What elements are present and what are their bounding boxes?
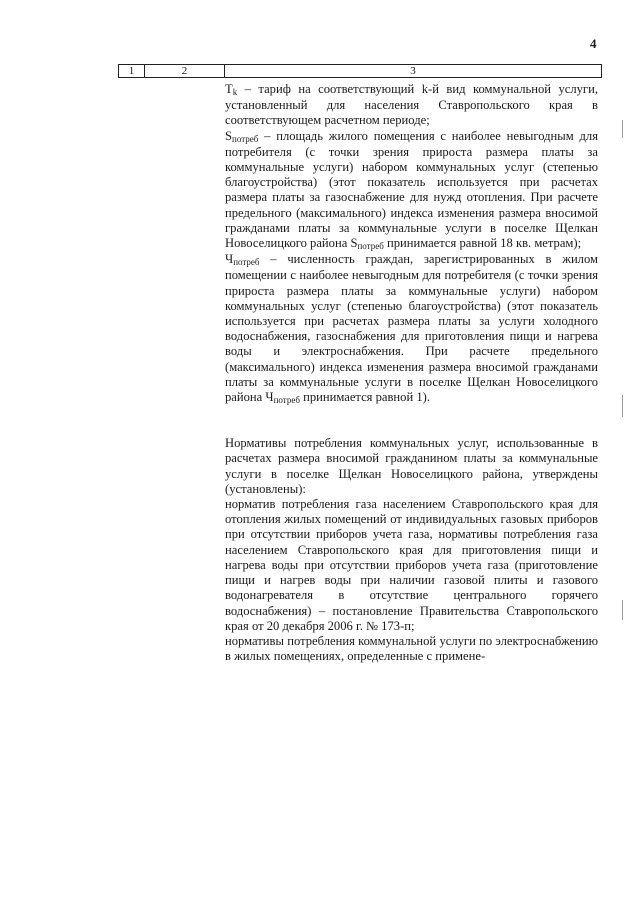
ch-subscript: потреб	[233, 257, 260, 268]
document-body	[225, 82, 598, 664]
ch-text: – численность граждан, зарегистрированных в жилом помещении с наиболее невыгодным для потребителя (с точки зрения прироста размера платы за коммунальные услуги) набором коммунальных услуг (степенью благоустройства) (этот показатель используется при расчетах размера платы за услуги холодного водоснабжения, газоснабжения для приготовления пищи и нагрева воды и электроснабжения. При расчете предельного (максимального) индекса изменения размера вносимой гражданами платы за коммунальные услуги в поселке Щелкан Новоселицкого района	[225, 252, 598, 405]
ch-symbol: Ч	[225, 252, 234, 267]
s-subscript: потреб	[232, 133, 259, 144]
page-number: 4	[590, 36, 597, 51]
tk-subscript: k	[232, 87, 238, 97]
tk-symbol: T	[225, 82, 233, 96]
s-text: – площадь жилого помещения с наиболее невыгодным для потребителя (с точки зрения прироста размера платы за коммунальные услуги) набором коммунальных услуг (степенью благоустройства) (этот показатель используется при расчетах размера платы за газоснабжение для нужд отопления. При расчете предельного (максимального) индекса изменения размера вносимой гражданами платы за коммунальные услуги в поселке Щелкан Новоселицкого района	[225, 128, 598, 251]
gas-norms-paragraph: норматив потребления газа населением Ставропольского края для отопления жилых помещений от индивидуальных газовых приборов при отсутствии приборов учета газа, нормативы потребления газа населением Ставропольского края для приготовления пищи и нагрева воды при отсутствии приборов учета газа (приготовление пищи и нагрев воды при наличии газовой плиты и газового водонагревателя в отсутствие центрального горячего водоснабжения) – постановление Правительства Ставропольского края от 20 декабря 2006 г. № 173-п;	[225, 497, 598, 633]
definition-ch	[225, 252, 598, 406]
definition-s	[225, 129, 598, 253]
scan-margin-mark	[622, 395, 623, 417]
tk-text: – тариф на соответствующий k-й вид коммунальной услуги, установленный для населения Ставропольского края в соответствующем расчетном периоде;	[225, 82, 598, 128]
column-number-3: 3	[410, 65, 416, 77]
electric-norms-paragraph: нормативы потребления коммунальной услуги по электроснабжению в жилых помещениях, определенные с примене-	[225, 633, 598, 664]
scan-margin-mark	[622, 120, 623, 138]
column-number-1: 1	[119, 65, 145, 77]
s-symbol: S	[225, 128, 233, 143]
s-tail: принимается равной 18 кв. метрам);	[386, 236, 582, 251]
ch-tail: принимается равной 1).	[303, 390, 430, 405]
definition-tk	[225, 82, 598, 129]
s-symbol-inline: S	[350, 236, 358, 251]
paragraph-gap	[225, 406, 598, 436]
norms-intro-paragraph: Нормативы потребления коммунальных услуг, использованные в расчетах размера вносимой гражданином платы за коммунальные услуги в поселке Щелкан Новоселицкого района, утверждены (установлены):	[225, 436, 598, 496]
ch-subscript-inline: потреб	[273, 395, 300, 406]
column-number-2: 2	[145, 65, 225, 77]
column-number-header	[118, 64, 602, 78]
scan-margin-mark	[622, 600, 623, 620]
s-subscript-inline: потреб	[357, 241, 384, 252]
ch-symbol-inline: Ч	[265, 390, 274, 405]
